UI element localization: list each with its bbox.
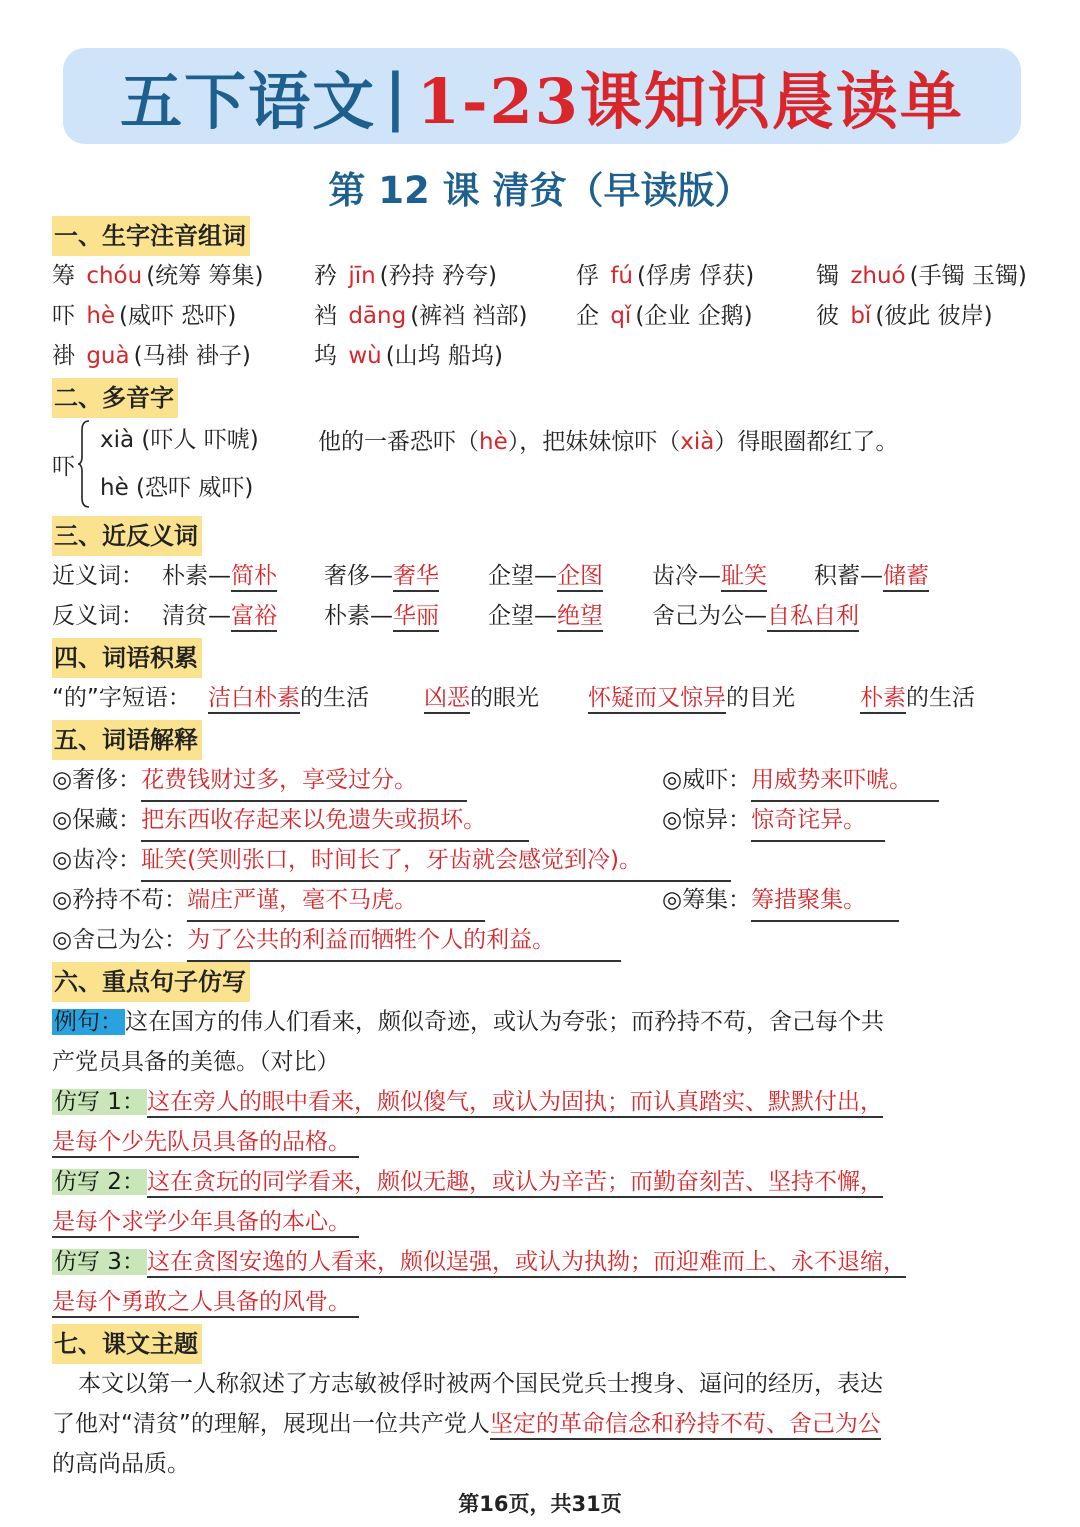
pair-word: 朴素—	[162, 563, 231, 589]
pair-answer: 富裕	[231, 603, 277, 632]
section-heading-3: 三、近反义词	[52, 516, 202, 556]
example-line-2	[52, 1042, 1042, 1082]
phrase-label: “的”字短语：	[52, 685, 191, 711]
reading-pinyin: hè	[100, 475, 129, 501]
word-pair	[814, 556, 929, 596]
char-glyph: 褂	[52, 343, 75, 369]
char-entry	[576, 256, 754, 296]
char-pinyin: guà	[86, 343, 130, 369]
char-glyph: 彼	[816, 303, 839, 329]
polyphone-char: 吓	[52, 454, 75, 480]
char-glyph: 企	[576, 303, 599, 329]
definition-text: 为了公共的利益而牺牲个人的利益。	[187, 920, 621, 962]
theme-line	[52, 1404, 1042, 1444]
phrase-tail: 的生活	[906, 685, 975, 711]
word-pair	[324, 556, 439, 596]
char-glyph: 矜	[314, 263, 337, 289]
page-number: 第16页，共31页	[458, 1492, 622, 1516]
phrase-tail: 的生活	[300, 685, 369, 711]
definition-row	[52, 840, 1042, 880]
pair-answer: 简朴	[231, 563, 277, 592]
word-pair	[324, 596, 439, 636]
sentence-part: 他的一番恐吓（	[318, 429, 479, 455]
sentence-part: ）得眼圈都红了。	[714, 429, 899, 455]
char-pinyin: bǐ	[850, 303, 872, 329]
word-pair	[488, 596, 603, 636]
char-glyph: 镯	[816, 263, 839, 289]
char-entry	[576, 296, 753, 336]
pair-word: 企望—	[488, 563, 557, 589]
pair-answer: 耻笑	[721, 563, 767, 592]
imitation-tag: 仿写 3：	[54, 1249, 145, 1275]
definition-text: 花费钱财过多，享受过分。	[141, 760, 467, 802]
example-line-1	[52, 1002, 1042, 1042]
definition-entry	[662, 760, 939, 802]
char-entry	[314, 336, 503, 376]
char-words: (威吓 恐吓)	[119, 303, 237, 329]
example-text: 这在国方的伟人们看来，颇似奇迹，或认为夸张；而矜持不苟，舍己每个共	[125, 1009, 884, 1035]
char-pinyin: chóu	[86, 263, 143, 289]
theme-paragraph	[52, 1364, 1042, 1484]
char-pinyin: hè	[86, 303, 116, 329]
pair-label: 近义词：	[52, 563, 144, 589]
banner-separator: |	[384, 59, 409, 133]
imitation-line-2	[52, 1122, 1042, 1162]
char-pinyin: wù	[348, 343, 382, 369]
polyphone-block	[52, 418, 1042, 514]
phrase-tail: 的眼光	[470, 685, 539, 711]
char-pinyin: zhuó	[850, 263, 906, 289]
definition-row	[52, 760, 1042, 800]
pair-word: 朴素—	[324, 603, 393, 629]
phrase-item	[424, 678, 539, 718]
theme-answer: 坚定的革命信念和矜持不苟、舍己为公	[490, 1411, 881, 1440]
pair-answer: 华丽	[393, 603, 439, 632]
brace-icon	[78, 420, 90, 508]
pair-answer: 储蓄	[883, 563, 929, 592]
synonym-row	[52, 556, 1042, 596]
char-pinyin: dāng	[348, 303, 407, 329]
definition-text: 筹措聚集。	[751, 880, 899, 922]
char-entry	[52, 296, 236, 336]
char-pinyin: fú	[610, 263, 633, 289]
lesson-subtitle: 第 12 课 清贫（早读版）	[328, 169, 752, 212]
phrase-item	[208, 678, 369, 718]
sentence-pinyin: hè	[479, 429, 508, 455]
char-entry	[52, 256, 263, 296]
content	[52, 214, 1042, 1484]
imitation-line-1	[52, 1082, 1042, 1122]
pair-word: 齿冷—	[652, 563, 721, 589]
definition-entry	[52, 800, 529, 842]
word-pair	[488, 556, 603, 596]
imitation-text: 是每个勇敢之人具备的风骨。	[52, 1289, 359, 1318]
theme-text: 了他对“清贫”的理解，展现出一位共产党人	[52, 1411, 490, 1437]
definition-text: 用威势来吓唬。	[751, 760, 939, 802]
definition-term: ◎矜持不苟：	[52, 887, 188, 913]
pair-answer: 奢华	[393, 563, 439, 592]
char-glyph: 吓	[52, 303, 75, 329]
char-words: (俘虏 俘获)	[637, 263, 755, 289]
banner-title-part2: 1-23课知识晨读单	[416, 64, 964, 138]
reading-row	[100, 470, 259, 506]
char-glyph: 坞	[314, 343, 337, 369]
char-pinyin: qǐ	[610, 303, 632, 329]
banner-title-part1: 五下语文	[120, 64, 377, 138]
definition-entry	[52, 880, 485, 922]
char-entry	[314, 256, 497, 296]
definition-entry	[52, 760, 467, 802]
phrase-item	[588, 678, 795, 718]
definition-text: 端庄严谨，毫不马虎。	[187, 880, 485, 922]
phrase-tail: 的目光	[726, 685, 795, 711]
reading-row	[100, 422, 259, 458]
char-words: (山坞 船坞)	[385, 343, 503, 369]
char-entry	[52, 336, 251, 376]
reading-pinyin: xià	[100, 427, 135, 453]
definition-text: 耻笑(笑则张口，时间长了，牙齿就会感觉到冷)。	[141, 840, 731, 882]
imitation-line-2	[52, 1282, 1042, 1322]
char-entry	[314, 296, 527, 336]
word-pair	[162, 556, 277, 596]
char-entry	[816, 256, 1027, 296]
pair-answer: 绝望	[557, 603, 603, 632]
definition-term: ◎筹集：	[662, 887, 752, 913]
char-words: (统筹 筹集)	[146, 263, 264, 289]
imitation-text: 这在贪玩的同学看来，颇似无趣，或认为辛苦；而勤奋刻苦、坚持不懈，	[147, 1169, 883, 1198]
char-words: (马褂 褂子)	[133, 343, 251, 369]
pair-word: 奢侈—	[324, 563, 393, 589]
section-heading-1: 一、生字注音组词	[52, 216, 250, 256]
theme-line: 的高尚品质。	[52, 1451, 190, 1477]
reading-words: (恐吓 威吓)	[136, 475, 254, 501]
sentence-pinyin: xià	[680, 429, 715, 455]
definition-row	[52, 880, 1042, 920]
word-pair	[652, 596, 859, 636]
definition-term: ◎齿冷：	[52, 847, 142, 873]
imitation-tag: 仿写 1：	[54, 1089, 145, 1115]
polyphone-readings	[100, 422, 259, 506]
polyphone-sentence	[318, 424, 898, 460]
example-text: 产党员具备的美德。（对比）	[52, 1049, 340, 1075]
section-heading-2: 二、多音字	[52, 378, 178, 418]
pair-word: 舍己为公—	[652, 603, 767, 629]
phrase-answer: 凶恶	[424, 685, 470, 714]
definition-row	[52, 920, 1042, 960]
imitation-text: 这在贪图安逸的人看来，颇似逞强，或认为执拗；而迎难而上、永不退缩，	[147, 1249, 906, 1278]
reading-words: (吓人 吓唬)	[141, 427, 259, 453]
word-pair	[652, 556, 767, 596]
char-words: (矜持 矜夸)	[379, 263, 497, 289]
definition-term: ◎保藏：	[52, 807, 142, 833]
word-pair	[162, 596, 277, 636]
definition-term: ◎奢侈：	[52, 767, 142, 793]
char-row	[52, 256, 1042, 296]
pair-answer: 自私自利	[767, 603, 859, 632]
section-heading-7: 七、课文主题	[52, 1324, 202, 1364]
example-tag: 例句：	[54, 1009, 123, 1035]
theme-line: 本文以第一人称叙述了方志敏被俘时被两个国民党兵士搜身、逼问的经历，表达	[78, 1371, 883, 1397]
definition-list	[52, 760, 1042, 960]
imitation-line-2	[52, 1202, 1042, 1242]
phrase-answer: 怀疑而又惊异	[588, 685, 726, 714]
definition-entry	[52, 840, 731, 882]
section-heading-6: 六、重点句子仿写	[52, 962, 250, 1002]
pair-word: 企望—	[488, 603, 557, 629]
char-glyph: 裆	[314, 303, 337, 329]
char-words: (企业 企鹅)	[635, 303, 753, 329]
imitation-text: 是每个少先队员具备的品格。	[52, 1129, 359, 1158]
title-banner	[63, 48, 1021, 144]
char-row	[52, 296, 1042, 336]
definition-text: 惊奇诧异。	[751, 800, 885, 842]
imitation-tag: 仿写 2：	[54, 1169, 145, 1195]
imitation-line-1	[52, 1162, 1042, 1202]
imitation-line-1	[52, 1242, 1042, 1282]
sentence-part: ），把妹妹惊吓（	[507, 429, 681, 455]
imitation-text: 这在旁人的眼中看来，颇似傻气，或认为固执；而认真踏实、默默付出，	[147, 1089, 883, 1118]
pair-word: 清贫—	[162, 603, 231, 629]
char-table	[52, 256, 1042, 376]
section-heading-4: 四、词语积累	[52, 638, 202, 678]
imitation-list	[52, 1082, 1042, 1322]
char-pinyin: jīn	[348, 263, 376, 289]
imitation-text: 是每个求学少年具备的本心。	[52, 1209, 359, 1238]
definition-row	[52, 800, 1042, 840]
antonym-row	[52, 596, 1042, 636]
char-entry	[816, 296, 993, 336]
pair-word: 积蓄—	[814, 563, 883, 589]
char-words: (裤裆 裆部)	[410, 303, 528, 329]
pair-answer: 企图	[557, 563, 603, 592]
char-glyph: 筹	[52, 263, 75, 289]
phrase-answer: 洁白朴素	[208, 685, 300, 714]
phrase-item	[860, 678, 975, 718]
phrase-row	[52, 678, 1042, 718]
definition-entry	[662, 880, 899, 922]
definition-entry	[662, 800, 885, 842]
section-heading-5: 五、词语解释	[52, 720, 202, 760]
phrase-answer: 朴素	[860, 685, 906, 714]
char-glyph: 俘	[576, 263, 599, 289]
char-words: (彼此 彼岸)	[875, 303, 993, 329]
pair-label: 反义词：	[52, 603, 144, 629]
definition-entry	[52, 920, 621, 962]
definition-term: ◎威吓：	[662, 767, 752, 793]
definition-term: ◎惊异：	[662, 807, 752, 833]
definition-text: 把东西收存起来以免遗失或损坏。	[141, 800, 529, 842]
definition-term: ◎舍己为公：	[52, 927, 188, 953]
char-words: (手镯 玉镯)	[909, 263, 1027, 289]
char-row	[52, 336, 1042, 376]
